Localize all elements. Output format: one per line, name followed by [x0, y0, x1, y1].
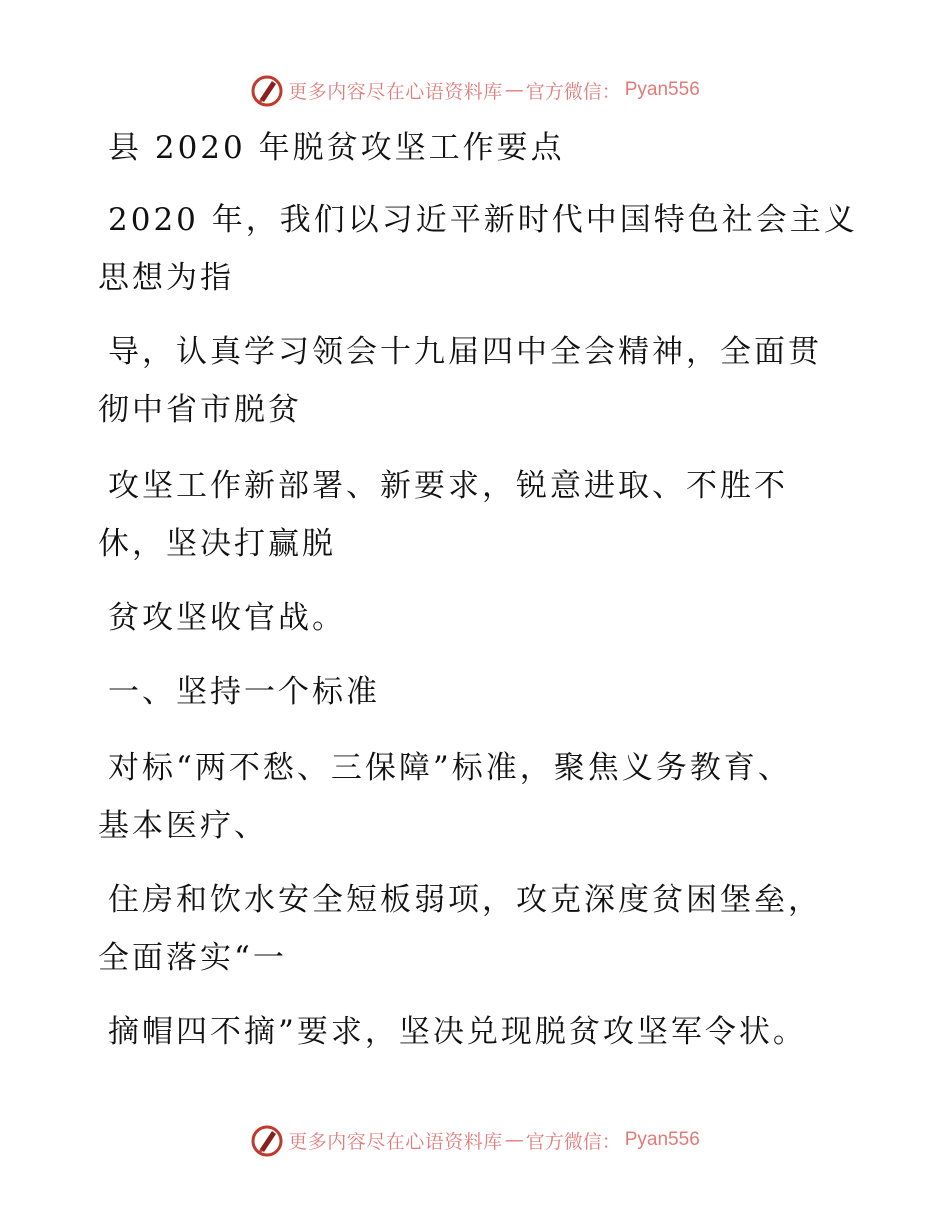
pen-logo-icon	[250, 73, 284, 107]
watermark-wechat-label: 官方微信：	[525, 80, 621, 103]
watermark-wechat-id: Pyan556	[624, 1129, 700, 1150]
footer-watermark	[0, 1120, 950, 1160]
doc-line: 摘帽四不摘”要求，坚决兑现脱贫攻坚军令状。	[108, 1014, 807, 1050]
watermark-wechat-id: Pyan556	[624, 79, 700, 100]
doc-line: 休，坚决打赢脱	[98, 526, 336, 562]
doc-title: 县 2020 年脱贫攻坚工作要点	[108, 130, 565, 166]
doc-line: 对标“两不愁、三保障”标准，聚焦义务教育、	[108, 750, 792, 786]
doc-line: 住房和饮水安全短板弱项，攻克深度贫困堡垒，	[108, 882, 822, 918]
pen-logo-icon	[250, 1123, 284, 1157]
doc-line: 导，认真学习领会十九届四中全会精神，全面贯	[108, 334, 822, 370]
doc-line: 思想为指	[98, 260, 234, 296]
watermark-dash: —	[504, 1129, 524, 1151]
header-watermark	[0, 70, 950, 110]
doc-line: 攻坚工作新部署、新要求，锐意进取、不胜不	[108, 468, 788, 504]
watermark-text: 更多内容尽在心语资料库	[288, 1130, 503, 1153]
watermark-text: 更多内容尽在心语资料库	[288, 80, 503, 103]
section-heading: 一、坚持一个标准	[108, 674, 380, 710]
doc-line: 基本医疗、	[98, 808, 268, 844]
doc-line: 彻中省市脱贫	[98, 392, 302, 428]
watermark-dash: —	[504, 79, 524, 101]
doc-line: 贫攻坚收官战。	[108, 600, 346, 636]
doc-line: 2020 年，我们以习近平新时代中国特色社会主义	[108, 202, 858, 238]
watermark-wechat-label: 官方微信：	[525, 1130, 621, 1153]
doc-line: 全面落实“一	[98, 940, 287, 976]
